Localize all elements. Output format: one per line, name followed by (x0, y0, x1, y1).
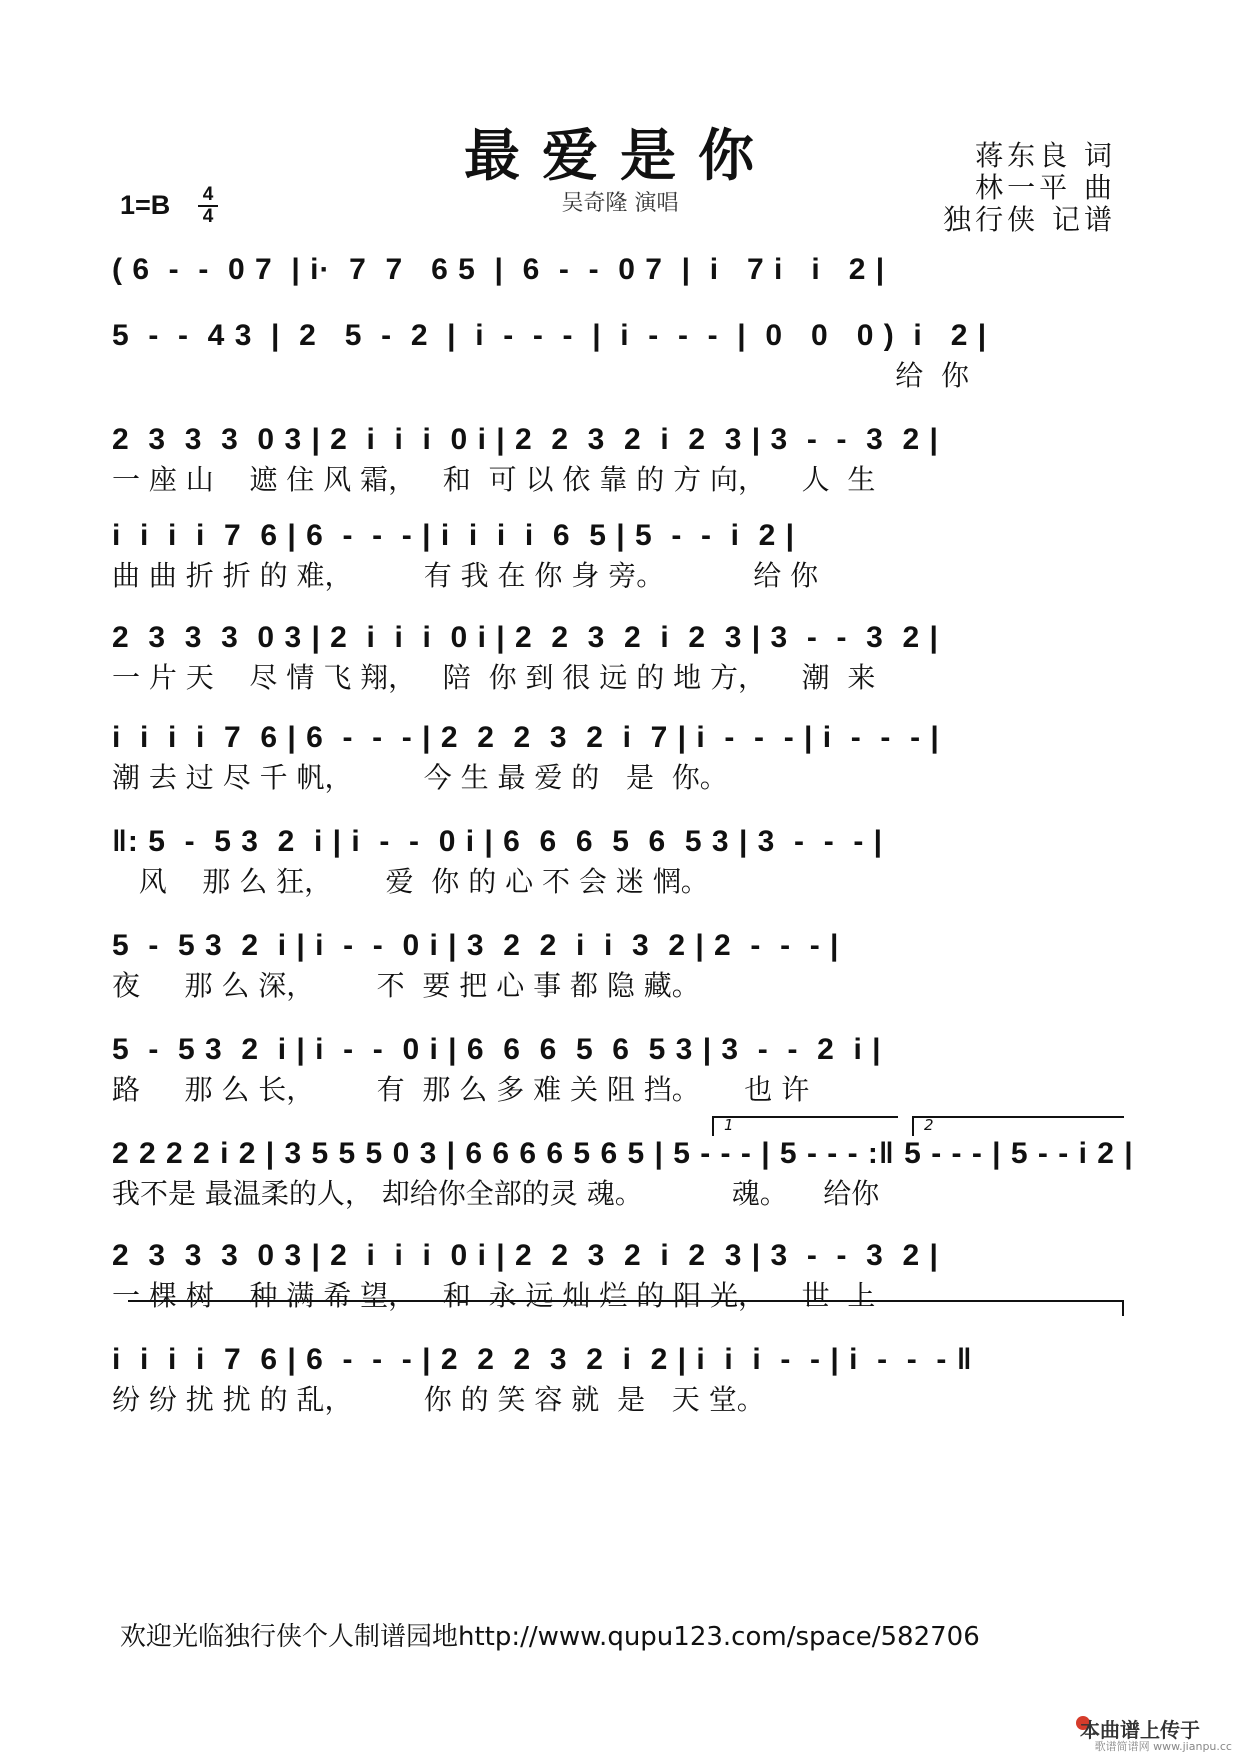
site-watermark: 歌谱简谱网 www.jianpu.cc (1094, 1740, 1232, 1753)
second-ending-bracket (912, 1116, 1124, 1136)
score-system-7 (112, 822, 1132, 900)
notation-line: 2 3 3 3 0 3 | 2 i i i 0 i | 2 2 3 2 i 2 3 | 3 - - 3 2 | (112, 621, 939, 654)
notation-line: 2 3 3 3 0 3 | 2 i i i 0 i | 2 2 3 2 i 2 3 | 3 - - 3 2 | (112, 1239, 939, 1272)
lyric-line: 一 片 天 尽 情 飞 翔， 陪 你 到 很 远 的 地 方， 潮 来 (112, 661, 876, 694)
score-system-10 (112, 1134, 1132, 1212)
score-system-4 (112, 516, 1132, 594)
notation-line: i i i i 7 6 | 6 - - - | 2 2 2 3 2 i 2 | i i i - - | i - - - ‖ (112, 1343, 973, 1376)
notation-line: 5 - 5 3 2 i | i - - 0 i | 3 2 2 i i 3 2 | 2 - - - | (112, 929, 840, 962)
lyric-line: 路 那 么 长， 有 那 么 多 难 关 阻 挡。 也 许 (112, 1073, 810, 1106)
coda-bracket (128, 1300, 1124, 1316)
transcriber-credit: 独行侠 记谱 (943, 203, 1116, 236)
lyric-line: 纷 纷 扰 扰 的 乱， 你 的 笑 容 就 是 天 堂。 (112, 1383, 765, 1416)
lyric-line: 一 棵 树 种 满 希 望， 和 永 远 灿 烂 的 阳 光， 世 上 (112, 1279, 876, 1312)
score-system-5 (112, 618, 1132, 696)
lyric-line: 给 你 (112, 359, 970, 392)
score-system-12 (112, 1340, 1132, 1418)
key-signature: 1=B (120, 190, 171, 220)
notation-line: 2 3 3 3 0 3 | 2 i i i 0 i | 2 2 3 2 i 2 3 | 3 - - 3 2 | (112, 423, 939, 456)
lyric-line: 夜 那 么 深， 不 要 把 心 事 都 隐 藏。 (112, 969, 700, 1002)
first-ending-number: 1 (724, 1116, 734, 1134)
first-ending-bracket (712, 1116, 898, 1136)
time-signature-top: 4 (202, 184, 214, 205)
page-title: 最爱是你 (464, 123, 776, 189)
lyric-line: 风 那 么 狂， 爱 你 的 心 不 会 迷 惘。 (112, 865, 709, 898)
footer-note: 欢迎光临独行侠个人制谱园地http://www.qupu123.com/space/582706 (120, 1622, 980, 1652)
notation-line: i i i i 7 6 | 6 - - - | i i i i 6 5 | 5 - - i 2 | (112, 519, 796, 552)
composer-credit: 林一平 曲 (975, 171, 1116, 204)
lyric-line: 我不是 最温柔的人， 却给你全部的灵 魂。 魂。 给你 (112, 1177, 880, 1210)
notation-line: ‖: 5 - 5 3 2 i | i - - 0 i | 6 6 6 5 6 5 3 | 3 - - - | (112, 825, 884, 858)
notation-line: ( 6 - - 0 7 | i· 7 7 6 5 | 6 - - 0 7 | i 7 i i 2 | (112, 253, 886, 286)
singer-credit: 吴奇隆 演唱 (561, 191, 679, 216)
time-signature (198, 186, 218, 226)
score-system-9 (112, 1030, 1132, 1108)
notation-line: i i i i 7 6 | 6 - - - | 2 2 2 3 2 i 7 | i - - - | i - - - | (112, 721, 940, 754)
score-system-6 (112, 718, 1132, 796)
score-system-2 (112, 316, 1132, 394)
lyricist-credit: 蒋东良 词 (975, 139, 1116, 172)
lyric-line: 一 座 山 遮 住 风 霜， 和 可 以 依 靠 的 方 向， 人 生 (112, 463, 876, 496)
time-signature-bottom: 4 (202, 206, 214, 227)
upload-notice: 本曲谱上传于 (1080, 1718, 1200, 1742)
score-system-8 (112, 926, 1132, 1004)
notation-line: 5 - 5 3 2 i | i - - 0 i | 6 6 6 5 6 5 3 | 3 - - 2 i | (112, 1033, 882, 1066)
lyric-line: 潮 去 过 尽 千 帆， 今 生 最 爱 的 是 你。 (112, 761, 728, 794)
score-system-3 (112, 420, 1132, 498)
score-system-1 (112, 250, 1132, 292)
notation-line: 5 - - 4 3 | 2 5 - 2 | i - - - | i - - - | 0 0 0 ) i 2 | (112, 319, 988, 352)
second-ending-number: 2 (924, 1116, 934, 1134)
lyric-line: 曲 曲 折 折 的 难， 有 我 在 你 身 旁。 给 你 (112, 559, 819, 592)
notation-line: 2 2 2 2 i 2 | 3 5 5 5 0 3 | 6 6 6 6 5 6 5 | 5 - - - | 5 - - - :‖ 5 - - - | 5 - - i 2 | (112, 1137, 1134, 1170)
